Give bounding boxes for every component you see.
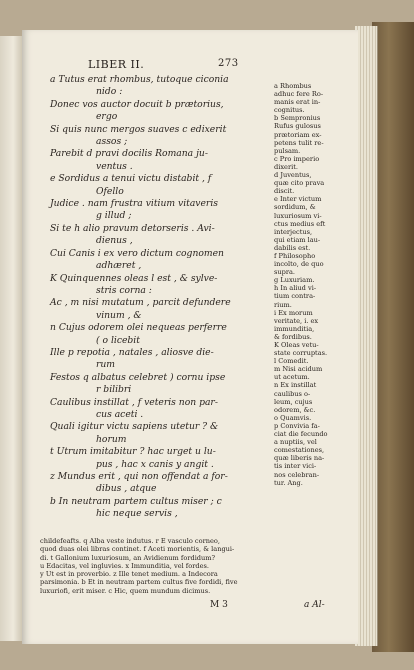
verse-line: ( o licebit: [96, 334, 140, 346]
verse-line: Ofello: [96, 185, 124, 197]
marginal-note-line: state corruptas.: [274, 349, 328, 358]
verse-line: b In neutram partem cultus miser ; c: [50, 495, 222, 507]
verse-line: g illud ;: [96, 210, 132, 222]
book-title: LIBER II.: [88, 58, 145, 71]
verse-line: Parebit d pravi docilis Romana ju-: [50, 148, 208, 160]
footnote-line: parsimonia. b Et in neutram partem cultus five fordidi, five: [40, 578, 238, 587]
marginal-note-line: cognitus.: [274, 106, 305, 115]
verse-line: assos ;: [96, 136, 128, 148]
marginal-note-line: dabilis est.: [274, 243, 311, 252]
marginal-note-line: prætoriam ex-: [274, 130, 322, 139]
marginal-note-line: h In aliud vi-: [274, 284, 317, 293]
marginal-note-line: sordidum, &: [274, 203, 316, 212]
verse-line: rum: [96, 359, 116, 371]
verse-line: pus , hac x canis y angit .: [96, 458, 214, 470]
marginal-note-line: veritate, i. ex: [274, 316, 319, 325]
verse-line: z Mundus erit , qui non offendat a for-: [50, 471, 228, 482]
verse-line: dibus , atque: [96, 483, 157, 495]
footnotes: [40, 537, 352, 595]
footnote-line: quod duas olei libras continet. f Aceti morientis, & langui-: [40, 545, 235, 554]
marginal-note-line: supra.: [274, 268, 296, 277]
marginal-note-line: n Ex instillat: [274, 381, 317, 390]
marginal-note-line: quæ cito prava: [274, 179, 325, 188]
verse-line: cus aceti .: [96, 408, 144, 420]
book-cover: [372, 22, 414, 652]
marginal-note-line: ctus medius eft: [274, 219, 326, 228]
marginal-note-line: immunditia,: [274, 324, 315, 333]
marginal-note-line: qui etiam lau-: [274, 235, 321, 244]
marginal-note-line: e Inter victum: [274, 195, 322, 204]
verse-line: Ac , m nisi mutatum , parcit defundere: [50, 297, 231, 309]
page-stack-edge: [355, 26, 378, 646]
marginal-notes: [274, 82, 354, 487]
marginal-note-line: adhuc fere Ro-: [274, 90, 324, 99]
marginal-note-line: Rufus gulosus: [274, 122, 321, 131]
verse-line: Caulibus instillat , f veteris non par-: [50, 396, 218, 408]
marginal-note-line: interjectus,: [274, 227, 313, 236]
marginal-note-line: a nuptiis, vel: [274, 438, 317, 447]
marginal-note-line: c Pro imperio: [274, 154, 320, 163]
verse-line: vinum , &: [96, 309, 142, 321]
marginal-note-line: tium contra-: [274, 292, 316, 301]
marginal-note-line: luxuriosum vi-: [274, 211, 322, 220]
book-page: [22, 30, 358, 644]
footnote-line: u Edacitas, vel ingluvies. x Immunditia, vel fordes.: [40, 561, 209, 570]
verse-line: Festos q albatus celebret ) cornu ipse: [50, 371, 226, 383]
running-header: [88, 58, 239, 71]
marginal-note-line: tis inter vici-: [274, 462, 317, 471]
marginal-note-line: K Oleas vetu-: [274, 341, 319, 349]
verse-line: Si te h alio pravum detorseris . Avi-: [50, 222, 215, 234]
verse-line: Judice . nam frustra vitium vitaveris: [50, 198, 218, 210]
verse-line: Donec vos auctor docuit b prætorius,: [50, 98, 224, 110]
marginal-note-line: b Sempronius: [274, 114, 321, 123]
verse-text: [50, 74, 272, 521]
signature-mark: M 3: [210, 600, 228, 610]
marginal-note-line: & fordibus.: [274, 332, 312, 341]
verse-line: r bilibri: [96, 384, 132, 396]
marginal-note-line: leum, cujus: [274, 397, 313, 406]
verse-line: ventus .: [96, 160, 133, 172]
verse-line: Cui Canis i ex vero dictum cognomen: [50, 247, 224, 259]
marginal-note-line: manis erat in-: [274, 98, 321, 107]
facing-page-edge: [0, 36, 23, 641]
marginal-note-line: rium.: [274, 300, 292, 309]
page-number: 273: [218, 58, 239, 69]
marginal-note-line: tur. Ang.: [274, 478, 303, 487]
marginal-note-line: l Comedit.: [274, 357, 309, 366]
marginal-note-line: i Ex morum: [274, 308, 313, 317]
marginal-note-line: f Philosopho: [274, 251, 316, 260]
marginal-note-line: ut acetum.: [274, 373, 310, 382]
marginal-note-line: dixerit.: [274, 162, 298, 171]
verse-line: Si quis nunc mergos suaves c edixerit: [50, 123, 227, 135]
marginal-note-line: comestationes,: [274, 446, 325, 455]
footnote-line: childefeafts. q Alba veste indutus. r E vasculo corneo,: [40, 537, 220, 545]
verse-line: horum: [96, 433, 127, 445]
verse-line: K Quinquennes oleas l est , & sylve-: [50, 272, 218, 284]
verse-line: t Utrum imitabitur ? hac urget u lu-: [50, 446, 216, 458]
marginal-note-line: pulsam.: [274, 146, 301, 155]
footnote-line: luxuriofi, erit miser. c Hic, quem mundum dicimus.: [40, 586, 211, 595]
marginal-note-line: caulibus o-: [274, 389, 311, 398]
verse-line: dienus ,: [96, 235, 133, 247]
verse-line: hic neque servis ,: [96, 508, 178, 520]
footnote-line: y Ut est in proverbio. z Ille tenet medium. a Indecora: [40, 570, 218, 579]
verse-line: stris corna :: [96, 284, 152, 296]
marginal-note-line: incolto, de quo: [274, 260, 324, 269]
marginal-note-line: petens tulit re-: [274, 138, 324, 147]
marginal-note-line: discit.: [274, 187, 295, 196]
verse-line: Quali igitur victu sapiens utetur ? &: [50, 421, 219, 433]
verse-line: n Cujus odorem olei nequeas perferre: [50, 322, 227, 334]
verse-line: e Sordidus a tenui victu distabit , f: [50, 173, 212, 185]
marginal-note-line: p Convivia fa-: [274, 421, 320, 430]
marginal-note-line: o Quamvis.: [274, 413, 312, 422]
marginal-note-line: m Nisi acidum: [274, 365, 323, 374]
marginal-note-line: g Luxuriam.: [274, 276, 315, 285]
marginal-note-line: a Rhombus: [274, 82, 312, 90]
catchword: a Al-: [304, 600, 325, 610]
verse-line: adhæret ,: [96, 260, 142, 272]
verse-line: nido :: [96, 86, 123, 98]
verse-line: Ille p repotia , natales , aliosve die-: [50, 346, 214, 358]
marginal-note-line: nos celebran-: [274, 470, 320, 479]
marginal-note-line: quæ liberis na-: [274, 454, 325, 463]
marginal-note-line: odorem, &c.: [274, 405, 316, 414]
marginal-note-line: d Juventus,: [274, 171, 312, 180]
marginal-note-line: ciat die fecundo: [274, 430, 328, 439]
footnote-line: di. t Gallonium luxuriosum, an Avidienum fordidum?: [40, 553, 216, 562]
verse-line: a Tutus erat rhombus, tutoque ciconia: [50, 74, 229, 85]
verse-line: ergo: [96, 111, 118, 123]
